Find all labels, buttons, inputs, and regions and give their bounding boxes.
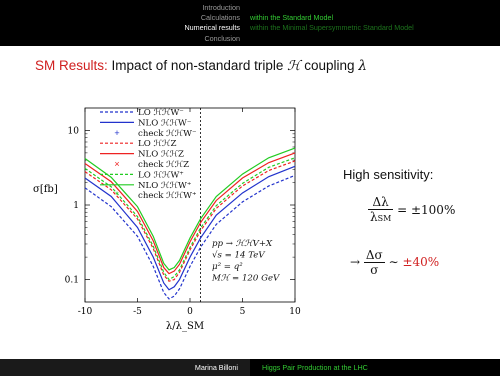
footer-author-text: Marina Billoni [194,363,238,372]
nav-item-conclusion[interactable]: Conclusion [204,33,240,43]
legend-entry: LO ℋℋW⁻ [138,108,184,118]
legend-marker: * [115,190,119,201]
sensitivity-heading: High sensitivity: [343,167,434,182]
nav-item-numerical-results[interactable]: Numerical results [184,23,240,33]
legend-entry: LO ℋℋZ [138,139,177,150]
formula-sigma [350,248,439,277]
x-tick-label: 5 [239,307,246,317]
title-tail: coupling [304,58,355,73]
x-tick-label: 10 [289,307,301,317]
series-line [85,158,295,280]
y-tick-label: 1 [73,201,79,211]
fraction-sigma-den: σ [370,263,379,277]
series-line [85,161,295,281]
chart-legend [100,108,197,201]
annotation-line: pp → ℋℋV+X [212,239,273,249]
legend-entry: NLO ℋℋW⁻ [138,118,192,129]
title-lambda: λ [358,58,367,74]
y-tick-label: 0.1 [64,275,79,286]
fraction-lambda [368,195,393,226]
legend-entry: check ℋℋW⁺ [138,191,197,202]
chart-annotation [211,239,280,284]
annotation-line: μ² = q² [212,262,243,272]
fraction-sigma-num: Δσ [365,248,383,262]
formula-sigma-value: ±40% [402,255,440,269]
fraction-lambda-den [368,210,393,226]
title-symbol: ℋ [287,58,301,74]
nav-item-calculations[interactable]: Calculations [200,13,240,23]
annotation-line: Mℋ = 120 GeV [212,273,280,284]
y-tick-label: 10 [67,126,79,137]
x-tick-label: 0 [187,307,193,317]
y-axis-label: σ[fb] [33,184,58,195]
annotation-line: √s = 14 TeV [212,250,265,261]
den-sm: SM [377,214,392,223]
legend-marker: + [114,127,120,138]
footer-author [0,359,250,376]
title-text: Impact of non-standard triple [111,58,284,73]
fraction-sigma [364,248,385,277]
footer-bar [0,359,500,376]
fraction-lambda-num: Δλ [368,195,393,210]
title-highlight: SM Results: [35,58,108,73]
x-tick-label: -5 [133,307,142,317]
legend-marker: × [114,159,120,169]
arrow-symbol: → [350,255,361,269]
x-axis-label: λ/λ_SM [165,321,205,332]
subsection-sm[interactable]: within the Standard Model [250,13,334,22]
x-tick-label: -10 [77,307,93,317]
approx-symbol: ∼ [388,255,399,269]
nav-item-introduction[interactable]: Introduction [202,3,240,12]
legend-entry: NLO ℋℋZ [138,149,184,160]
legend-entry: NLO ℋℋW⁺ [138,180,192,191]
formula-lambda [368,195,455,226]
formula-lambda-rhs: = ±100% [397,203,456,217]
legend-entry: check ℋℋZ [138,160,190,170]
legend-entry: LO ℋℋW⁺ [138,170,184,181]
footer-talk-title: Higgs Pair Production at the LHC [250,359,500,376]
legend-entry: check ℋℋW⁻ [138,128,197,139]
subsection-mssm[interactable]: within the Minimal Supersymmetric Standard Model [250,23,414,33]
den-lambda: λ [370,210,378,224]
